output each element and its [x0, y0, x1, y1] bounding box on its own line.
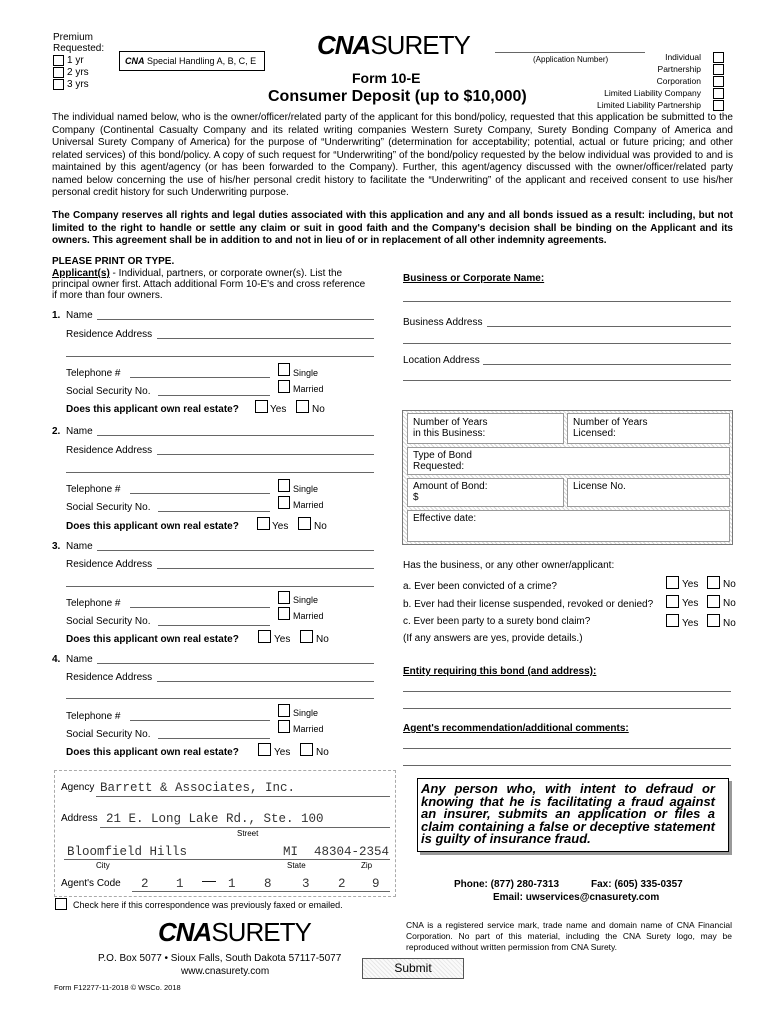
applicant-4-real-estate-no-checkbox[interactable] [300, 743, 313, 756]
premium-2yr-checkbox[interactable] [53, 67, 64, 78]
premium-1yr-label: 1 yr [67, 55, 84, 66]
entity-requiring-field-2[interactable] [403, 708, 731, 709]
location-address-label: Location Address [403, 355, 480, 366]
applicant-2-real-estate-yes-checkbox[interactable] [257, 517, 270, 530]
entity-corporation-checkbox[interactable] [713, 76, 724, 87]
agent-code-digit-6[interactable]: 2 [338, 877, 346, 891]
agent-code-digit-4[interactable]: 8 [264, 877, 272, 891]
premium-3yr-label: 3 yrs [67, 79, 89, 90]
agents-code-label: Agent's Code [61, 878, 121, 889]
question-c-no-checkbox[interactable] [707, 614, 720, 627]
agent-code-dash: — [202, 872, 216, 888]
state-label: State [287, 861, 306, 870]
print-instruction: PLEASE PRINT OR TYPE. [52, 256, 175, 267]
question-b-yes-label: Yes [682, 598, 699, 609]
applicant-3-telephone-field[interactable] [130, 607, 270, 608]
applicant-1-residence-label: Residence Address [66, 329, 153, 340]
type-of-bond-label-2: Requested: [413, 461, 465, 472]
applicant-4-residence-field-2[interactable] [66, 698, 374, 699]
city-state-zip-line [64, 859, 390, 860]
applicant-4-real-estate-label: Does this applicant own real estate? [66, 747, 239, 758]
fraud-warning-text: Any person who, with intent to defraud or knowing that he is facilitating a fraud against an insurer, submits an application or files a claim containing a false or deceptive statement is guilty of insurance fraud. [421, 781, 715, 846]
intro-paragraph: The individual named below, who is the owner/officer/related party of the applicant for this bond/policy, requested that this application be submitted to the Company (Continental Casualty Company and its related writing companies Western Surety Company, Surety Bonding Company of America and Universal Surety Company of America) for the purpose of “Underwriting” (determination for acceptability; potential, actual or future pricing; and other related services) of this bond/policy. A copy of such request for “Underwriting” of the bond/policy requested by the below individual was provided to and is maintained by this agent/agency (or has been forwarded to the Company). Further, this agent/agency discussed with the owner/officer/related party named below concerning the use of his/her personal credit history to facilitate the “Underwriting” of the applicant and received consent to use his/her personal credit history for such Underwriting purpose. [52, 112, 733, 198]
question-c-no-label: No [723, 618, 736, 629]
cna-surety-logo: CNASURETY [317, 30, 470, 60]
applicant-4-yes-label: Yes [274, 747, 291, 758]
applicant-1-number: 1. [52, 310, 61, 321]
applicant-3-ssn-label: Social Security No. [66, 616, 151, 627]
license-no-label: License No. [573, 481, 626, 492]
agency-value[interactable]: Barrett & Associates, Inc. [100, 781, 296, 795]
applicant-2-married-checkbox[interactable] [278, 496, 290, 509]
entity-type-partnership-label: Partnership [657, 64, 701, 74]
trademark-notice: CNA is a registered service mark, trade name and domain name of CNA Financial Corporation. No part of this material, including the CNA Surety logo, may be reproduced without written permission from CNA Surety. [406, 920, 732, 952]
applicant-4-name-label: Name [66, 654, 93, 665]
applicant-1-single-checkbox[interactable] [278, 363, 290, 376]
question-c-yes-checkbox[interactable] [666, 614, 679, 627]
special-handling-label: CNA Special Handling A, B, C, E [125, 56, 257, 66]
entity-type-corporation-label: Corporation [656, 76, 701, 86]
applicant-4-single-label: Single [293, 708, 319, 718]
applicant-3-married-checkbox[interactable] [278, 607, 290, 620]
question-a-yes-label: Yes [682, 579, 699, 590]
applicant-1-single-label: Single [293, 368, 319, 378]
applicant-1-name-label: Name [66, 310, 93, 321]
address-field-line [100, 827, 390, 828]
question-b-no-checkbox[interactable] [707, 595, 720, 608]
entity-requiring-label: Entity requiring this bond (and address): [403, 666, 597, 677]
applicant-3-yes-label: Yes [274, 634, 291, 645]
question-b: b. Ever had their license suspended, revoked or denied? [403, 599, 654, 610]
applicant-2-ssn-label: Social Security No. [66, 502, 151, 513]
applicant-2-real-estate-no-checkbox[interactable] [298, 517, 311, 530]
agency-label: Agency [61, 782, 95, 793]
agent-code-digit-2[interactable]: 1 [176, 877, 184, 891]
agent-code-digit-1[interactable]: 2 [141, 877, 149, 891]
applicant-3-number: 3. [52, 541, 61, 552]
premium-requested-label: Requested: [53, 43, 105, 54]
application-number-line[interactable] [495, 52, 645, 53]
agent-comments-field-1[interactable] [403, 748, 731, 749]
applicant-4-residence-label: Residence Address [66, 672, 153, 683]
street-label: Street [237, 829, 259, 838]
entity-type-individual-label: Individual [665, 52, 701, 62]
agent-code-digit-5[interactable]: 3 [302, 877, 310, 891]
entity-partnership-checkbox[interactable] [713, 64, 724, 75]
years-licensed-label-2: Licensed: [573, 428, 616, 439]
applicant-3-telephone-label: Telephone # [66, 598, 121, 609]
applicant-4-telephone-field[interactable] [130, 720, 270, 721]
applicant-3-ssn-field[interactable] [158, 625, 270, 626]
applicant-1-no-label: No [312, 404, 325, 415]
applicant-3-single-label: Single [293, 595, 319, 605]
business-address-field[interactable] [487, 326, 731, 327]
applicant-4-real-estate-yes-checkbox[interactable] [258, 743, 271, 756]
applicants-text-3: if more than four owners. [52, 290, 163, 301]
entity-individual-checkbox[interactable] [713, 52, 724, 63]
amount-of-bond-dollar: $ [413, 492, 419, 503]
applicant-1-yes-label: Yes [270, 404, 287, 415]
applicant-3-residence-field[interactable] [157, 568, 374, 569]
applicant-3-real-estate-label: Does this applicant own real estate? [66, 634, 239, 645]
applicant-2-married-label: Married [293, 500, 324, 510]
entity-type-llp-label: Limited Liability Partnership [597, 100, 701, 110]
applicant-2-name-label: Name [66, 426, 93, 437]
applicant-4-residence-field[interactable] [157, 681, 374, 682]
applicant-4-name-field[interactable] [97, 663, 374, 664]
applicant-4-married-checkbox[interactable] [278, 720, 290, 733]
entity-llp-checkbox[interactable] [713, 100, 724, 111]
question-c: c. Ever been party to a surety bond claim? [403, 616, 591, 627]
address-label: Address [61, 813, 98, 824]
applicant-4-single-checkbox[interactable] [278, 704, 290, 717]
applicant-3-name-label: Name [66, 541, 93, 552]
website-text: www.cnasurety.com [181, 966, 270, 977]
applicant-2-residence-field-2[interactable] [66, 472, 374, 473]
years-business-label-2: in this Business: [413, 428, 486, 439]
applicant-2-no-label: No [314, 521, 327, 532]
applicant-4-number: 4. [52, 654, 61, 665]
application-number-label: (Application Number) [533, 55, 609, 64]
question-a-yes-checkbox[interactable] [666, 576, 679, 589]
rights-paragraph: The Company reserves all rights and legal duties associated with this application and any and all bonds issued as a result: including, but not limited to the right to handle or settle any claim or suit in good faith and the Company's decision shall be binding on the Applicant and its owners. This agreement shall be in addition to and not in lieu of or in replacement of all other indemnity agreements. [52, 210, 733, 246]
amount-of-bond-label: Amount of Bond: [413, 481, 488, 492]
years-business-label-1: Number of Years [413, 417, 488, 428]
agent-code-line [132, 891, 390, 892]
applicant-2-name-field[interactable] [97, 435, 374, 436]
question-a-no-label: No [723, 579, 736, 590]
address-value[interactable]: 21 E. Long Lake Rd., Ste. 100 [106, 812, 324, 826]
applicant-2-residence-label: Residence Address [66, 445, 153, 456]
applicant-1-married-label: Married [293, 384, 324, 394]
applicant-1-name-field[interactable] [97, 319, 374, 320]
agent-comments-label: Agent's recommendation/additional comments: [403, 723, 629, 734]
business-address-label: Business Address [403, 317, 483, 328]
applicant-1-telephone-label: Telephone # [66, 368, 121, 379]
premium-1yr-checkbox[interactable] [53, 55, 64, 66]
applicant-3-name-field[interactable] [97, 550, 374, 551]
location-address-field[interactable] [483, 364, 731, 365]
applicant-1-residence-field[interactable] [157, 338, 374, 339]
po-box-address: P.O. Box 5077 • Sioux Falls, South Dakota 57117-5077 [98, 953, 342, 964]
state-value[interactable]: MI [283, 845, 299, 859]
submit-button[interactable]: Submit [362, 958, 464, 979]
applicant-2-single-label: Single [293, 484, 319, 494]
applicant-2-number: 2. [52, 426, 61, 437]
applicant-1-ssn-field[interactable] [158, 395, 270, 396]
form-number-footer: Form F12277-11-2018 © WSCo. 2018 [54, 983, 181, 992]
applicant-1-residence-field-2[interactable] [66, 356, 374, 357]
question-b-yes-checkbox[interactable] [666, 595, 679, 608]
applicant-2-telephone-label: Telephone # [66, 484, 121, 495]
applicant-1-telephone-field[interactable] [130, 377, 270, 378]
zip-label: Zip [361, 861, 373, 870]
zip-value[interactable]: 48304-2354 [314, 845, 390, 859]
questions-note: (If any answers are yes, provide details.) [403, 633, 583, 644]
fax-text: Fax: (605) 335-0357 [591, 879, 683, 890]
applicant-2-residence-field[interactable] [157, 454, 374, 455]
applicant-2-yes-label: Yes [272, 521, 289, 532]
applicant-1-real-estate-yes-checkbox[interactable] [255, 400, 268, 413]
previously-faxed-checkbox[interactable] [55, 898, 67, 910]
agent-code-digit-7[interactable]: 9 [372, 877, 380, 891]
applicant-1-ssn-label: Social Security No. [66, 386, 151, 397]
applicant-3-real-estate-no-checkbox[interactable] [300, 630, 313, 643]
previously-faxed-label: Check here if this correspondence was previously faxed or emailed. [73, 900, 343, 910]
applicant-3-residence-label: Residence Address [66, 559, 153, 570]
applicant-4-ssn-label: Social Security No. [66, 729, 151, 740]
entity-requiring-field-1[interactable] [403, 691, 731, 692]
city-value[interactable]: Bloomfield Hills [67, 845, 188, 859]
effective-date-label: Effective date: [413, 513, 477, 524]
applicant-1-real-estate-no-checkbox[interactable] [296, 400, 309, 413]
applicants-heading: Applicant(s) - Individual, partners, or corporate owner(s). List the [52, 268, 343, 279]
entity-type-llc-label: Limited Liability Company [604, 88, 701, 98]
applicant-3-residence-field-2[interactable] [66, 586, 374, 587]
applicant-4-ssn-field[interactable] [158, 738, 270, 739]
applicant-2-real-estate-label: Does this applicant own real estate? [66, 521, 239, 532]
applicant-1-married-checkbox[interactable] [278, 380, 290, 393]
premium-2yr-label: 2 yrs [67, 67, 89, 78]
question-a-no-checkbox[interactable] [707, 576, 720, 589]
form-number: Form 10-E [352, 70, 421, 86]
premium-label: Premium [53, 32, 94, 43]
premium-3yr-checkbox[interactable] [53, 79, 64, 90]
question-b-no-label: No [723, 598, 736, 609]
applicants-text-2: principal owner first. Attach additional Form 10-E's and cross reference [52, 279, 366, 290]
location-address-field-2[interactable] [403, 380, 731, 381]
applicant-4-no-label: No [316, 747, 329, 758]
agent-code-digit-3[interactable]: 1 [228, 877, 236, 891]
applicant-2-ssn-field[interactable] [158, 511, 270, 512]
email-text: Email: uwservices@cnasurety.com [493, 892, 660, 903]
agent-comments-field-2[interactable] [403, 765, 731, 766]
applicant-4-married-label: Married [293, 724, 324, 734]
applicant-3-single-checkbox[interactable] [278, 591, 290, 604]
question-c-yes-label: Yes [682, 618, 699, 629]
applicant-2-single-checkbox[interactable] [278, 479, 290, 492]
business-address-field-2[interactable] [403, 343, 731, 344]
applicant-2-telephone-field[interactable] [130, 493, 270, 494]
agency-field-line [96, 796, 390, 797]
business-name-label: Business or Corporate Name: [403, 273, 545, 284]
form-title: Consumer Deposit (up to $10,000) [268, 88, 527, 105]
questions-intro: Has the business, or any other owner/applicant: [403, 560, 615, 571]
type-of-bond-label-1: Type of Bond [413, 450, 472, 461]
business-name-field[interactable] [403, 301, 731, 302]
entity-llc-checkbox[interactable] [713, 88, 724, 99]
phone-text: Phone: (877) 280-7313 [454, 879, 560, 890]
applicant-3-no-label: No [316, 634, 329, 645]
applicant-1-real-estate-label: Does this applicant own real estate? [66, 404, 239, 415]
applicant-3-real-estate-yes-checkbox[interactable] [258, 630, 271, 643]
applicant-4-telephone-label: Telephone # [66, 711, 121, 722]
years-licensed-label-1: Number of Years [573, 417, 648, 428]
question-a: a. Ever been convicted of a crime? [403, 581, 557, 592]
city-label: City [96, 861, 110, 870]
applicant-3-married-label: Married [293, 611, 324, 621]
cna-surety-logo-bottom: CNASURETY [158, 917, 311, 947]
